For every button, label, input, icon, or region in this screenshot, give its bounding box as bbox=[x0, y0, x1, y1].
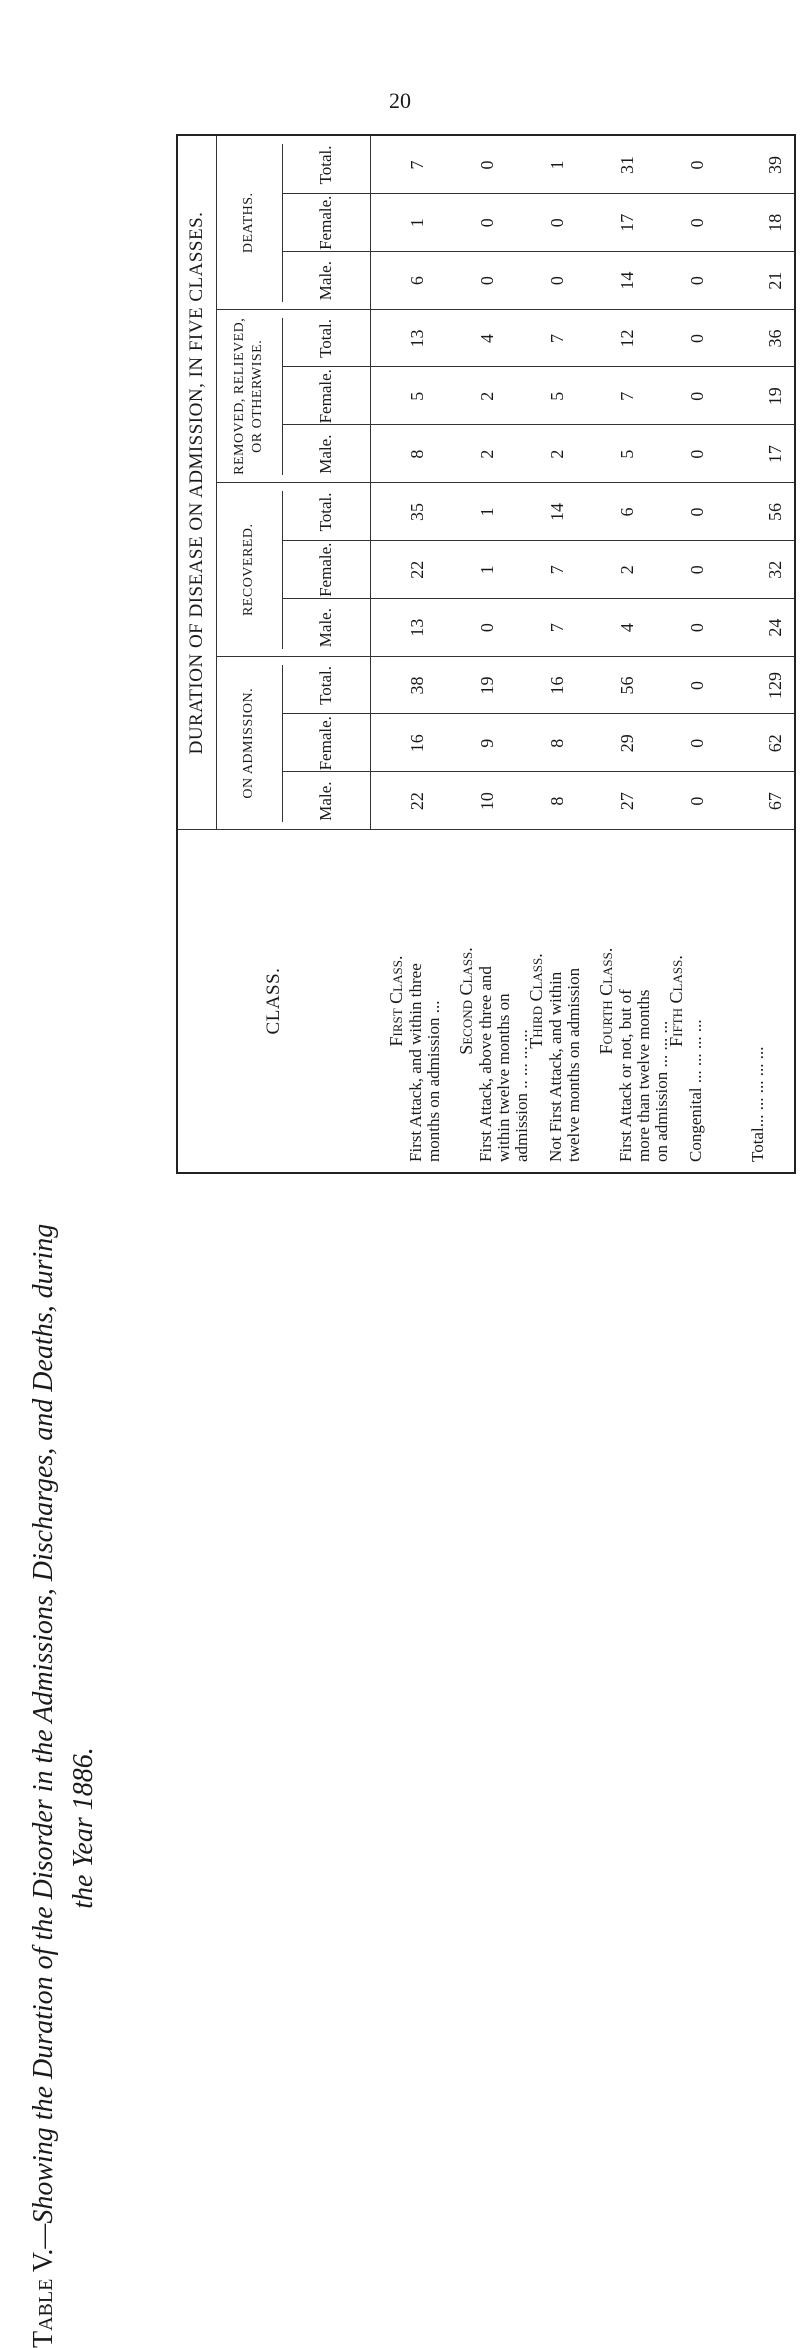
table-cell: 22 bbox=[406, 560, 427, 579]
column-header-male: Male. bbox=[316, 608, 335, 648]
table-cell: 2 bbox=[476, 449, 497, 459]
class-heading: First Class. bbox=[386, 955, 406, 1047]
table-cell: 1 bbox=[546, 160, 567, 170]
table-cell: 16 bbox=[546, 676, 567, 695]
table-cell: 8 bbox=[406, 449, 427, 459]
table-cell: 17 bbox=[616, 213, 637, 232]
table-cell: 22 bbox=[406, 792, 427, 811]
table-cell: 1 bbox=[406, 218, 427, 228]
group-header-deaths: DEATHS. bbox=[241, 192, 256, 254]
table-cell: 0 bbox=[686, 796, 707, 806]
table-cell: 1 bbox=[476, 507, 497, 517]
table-cell: 0 bbox=[686, 623, 707, 633]
table-cell: 39 bbox=[764, 155, 785, 174]
group-header-recovered: RECOVERED. bbox=[241, 523, 256, 617]
table-cell: 6 bbox=[406, 276, 427, 286]
table-cell: 0 bbox=[546, 276, 567, 286]
table-cell: 0 bbox=[686, 680, 707, 690]
table-cell: 7 bbox=[546, 623, 567, 633]
table-cell: 10 bbox=[476, 792, 497, 811]
class-description-line: Total... ... ... ... ... bbox=[748, 1046, 767, 1162]
table-cell: 2 bbox=[616, 565, 637, 575]
column-header-female: Female. bbox=[316, 542, 335, 597]
table-cell: 14 bbox=[546, 502, 567, 521]
header-rule bbox=[370, 136, 371, 830]
page-number: 20 bbox=[389, 88, 411, 113]
table-cell: 5 bbox=[616, 449, 637, 459]
table-cell: 21 bbox=[764, 271, 785, 290]
duration-table bbox=[176, 134, 796, 1174]
table-cell: 2 bbox=[476, 391, 497, 401]
table-cell: 12 bbox=[616, 329, 637, 348]
class-description-line: First Attack, and within three bbox=[406, 963, 425, 1162]
table-cell: 14 bbox=[616, 271, 637, 290]
column-header-total: Total. bbox=[316, 318, 335, 358]
group-header-on-admission: ON ADMISSION. bbox=[241, 687, 256, 799]
caption-rest: —Showing the Duration of the Disorder in the Admissions, Discharges, and Deaths, during bbox=[28, 1223, 59, 2249]
class-description-line: Not First Attack, and within bbox=[546, 971, 565, 1162]
table-cell: 0 bbox=[476, 160, 497, 170]
column-header-female: Female. bbox=[316, 369, 335, 424]
table-cell: 27 bbox=[616, 792, 637, 811]
column-header-female: Female. bbox=[316, 716, 335, 771]
group-header-removed: REMOVED, RELIEVED, OR OTHERWISE. bbox=[232, 317, 265, 475]
table-cell: 1 bbox=[476, 565, 497, 575]
table-cell: 0 bbox=[686, 565, 707, 575]
class-description-line: Congenital ... ... ... ... bbox=[686, 1019, 705, 1162]
table-cell: 31 bbox=[616, 155, 637, 174]
class-description-line: First Attack or not, but of bbox=[616, 989, 635, 1162]
class-description-line: twelve months on admission bbox=[564, 967, 583, 1162]
column-header-total: Total. bbox=[316, 145, 335, 185]
table-cell: 7 bbox=[546, 565, 567, 575]
table-cell: 36 bbox=[764, 329, 785, 348]
table-cell: 0 bbox=[686, 391, 707, 401]
table-cell: 7 bbox=[616, 391, 637, 401]
table-cell: 32 bbox=[764, 560, 785, 579]
table-cell: 0 bbox=[686, 738, 707, 748]
class-description-line: admission .. ... ... ... bbox=[512, 1029, 531, 1162]
caption-line-1 bbox=[28, 1223, 60, 2348]
table-cell: 16 bbox=[406, 734, 427, 753]
class-heading: Second Class. bbox=[456, 947, 476, 1055]
table-cell: 13 bbox=[406, 618, 427, 637]
table-cell: 0 bbox=[686, 218, 707, 228]
table-cell: 4 bbox=[616, 623, 637, 633]
table-cell: 6 bbox=[616, 507, 637, 517]
table-cell: 5 bbox=[406, 391, 427, 401]
table-cell: 0 bbox=[686, 276, 707, 286]
table-cell: 19 bbox=[764, 387, 785, 406]
table-cell: 29 bbox=[616, 734, 637, 753]
table-cell: 5 bbox=[546, 391, 567, 401]
table-cell: 19 bbox=[476, 676, 497, 695]
column-header-male: Male. bbox=[316, 261, 335, 301]
table-cell: 17 bbox=[764, 445, 785, 464]
caption-line-2: the Year 1886. bbox=[68, 1747, 99, 1909]
table-cell: 38 bbox=[406, 676, 427, 695]
column-header-female: Female. bbox=[316, 195, 335, 250]
table-cell: 0 bbox=[686, 449, 707, 459]
table-cell: 35 bbox=[406, 502, 427, 521]
class-description-line: on admission ... ... ... bbox=[652, 1020, 671, 1162]
table-cell: 56 bbox=[764, 502, 785, 521]
table-cell: 0 bbox=[546, 218, 567, 228]
class-column-header: CLASS. bbox=[263, 967, 284, 1035]
table-cell: 8 bbox=[546, 796, 567, 806]
table-cell: 0 bbox=[686, 160, 707, 170]
rotated-table-frame bbox=[28, 134, 796, 2348]
table-cell: 129 bbox=[764, 671, 785, 699]
table-cell: 0 bbox=[686, 507, 707, 517]
class-description-line: months on admission ... bbox=[424, 1000, 443, 1162]
table-cell: 0 bbox=[476, 218, 497, 228]
table-cell: 56 bbox=[616, 676, 637, 695]
table-cell: 8 bbox=[546, 738, 567, 748]
column-header-male: Male. bbox=[316, 781, 335, 821]
class-heading: Fifth Class. bbox=[666, 955, 686, 1047]
class-heading: Third Class. bbox=[526, 953, 546, 1049]
column-header-total: Total. bbox=[316, 492, 335, 532]
table-cell: 67 bbox=[764, 792, 785, 811]
class-description-line: more than twelve months bbox=[634, 989, 653, 1162]
table-cell: 24 bbox=[764, 618, 785, 637]
column-header-total: Total. bbox=[316, 665, 335, 705]
table-cell: 0 bbox=[686, 333, 707, 343]
table-cell: 0 bbox=[476, 623, 497, 633]
table-cell: 0 bbox=[476, 276, 497, 286]
table-cell: 9 bbox=[476, 738, 497, 748]
table-cell: 2 bbox=[546, 449, 567, 459]
table-title: DURATION OF DISEASE ON ADMISSION, IN FIVE CLASSES. bbox=[186, 211, 207, 755]
caption-lead: Table V. bbox=[28, 2248, 59, 2348]
table-cell: 13 bbox=[406, 329, 427, 348]
table-caption bbox=[0, 1223, 150, 2348]
table-cell: 7 bbox=[406, 160, 427, 170]
column-header-male: Male. bbox=[316, 434, 335, 474]
class-description-line: within twelve months on bbox=[494, 993, 513, 1162]
table-cell: 7 bbox=[546, 333, 567, 343]
table-cell: 4 bbox=[476, 333, 497, 343]
class-heading: Fourth Class. bbox=[596, 947, 616, 1055]
class-description-line: First Attack, above three and bbox=[476, 966, 495, 1162]
table-cell: 62 bbox=[764, 734, 785, 753]
table-cell: 18 bbox=[764, 213, 785, 232]
